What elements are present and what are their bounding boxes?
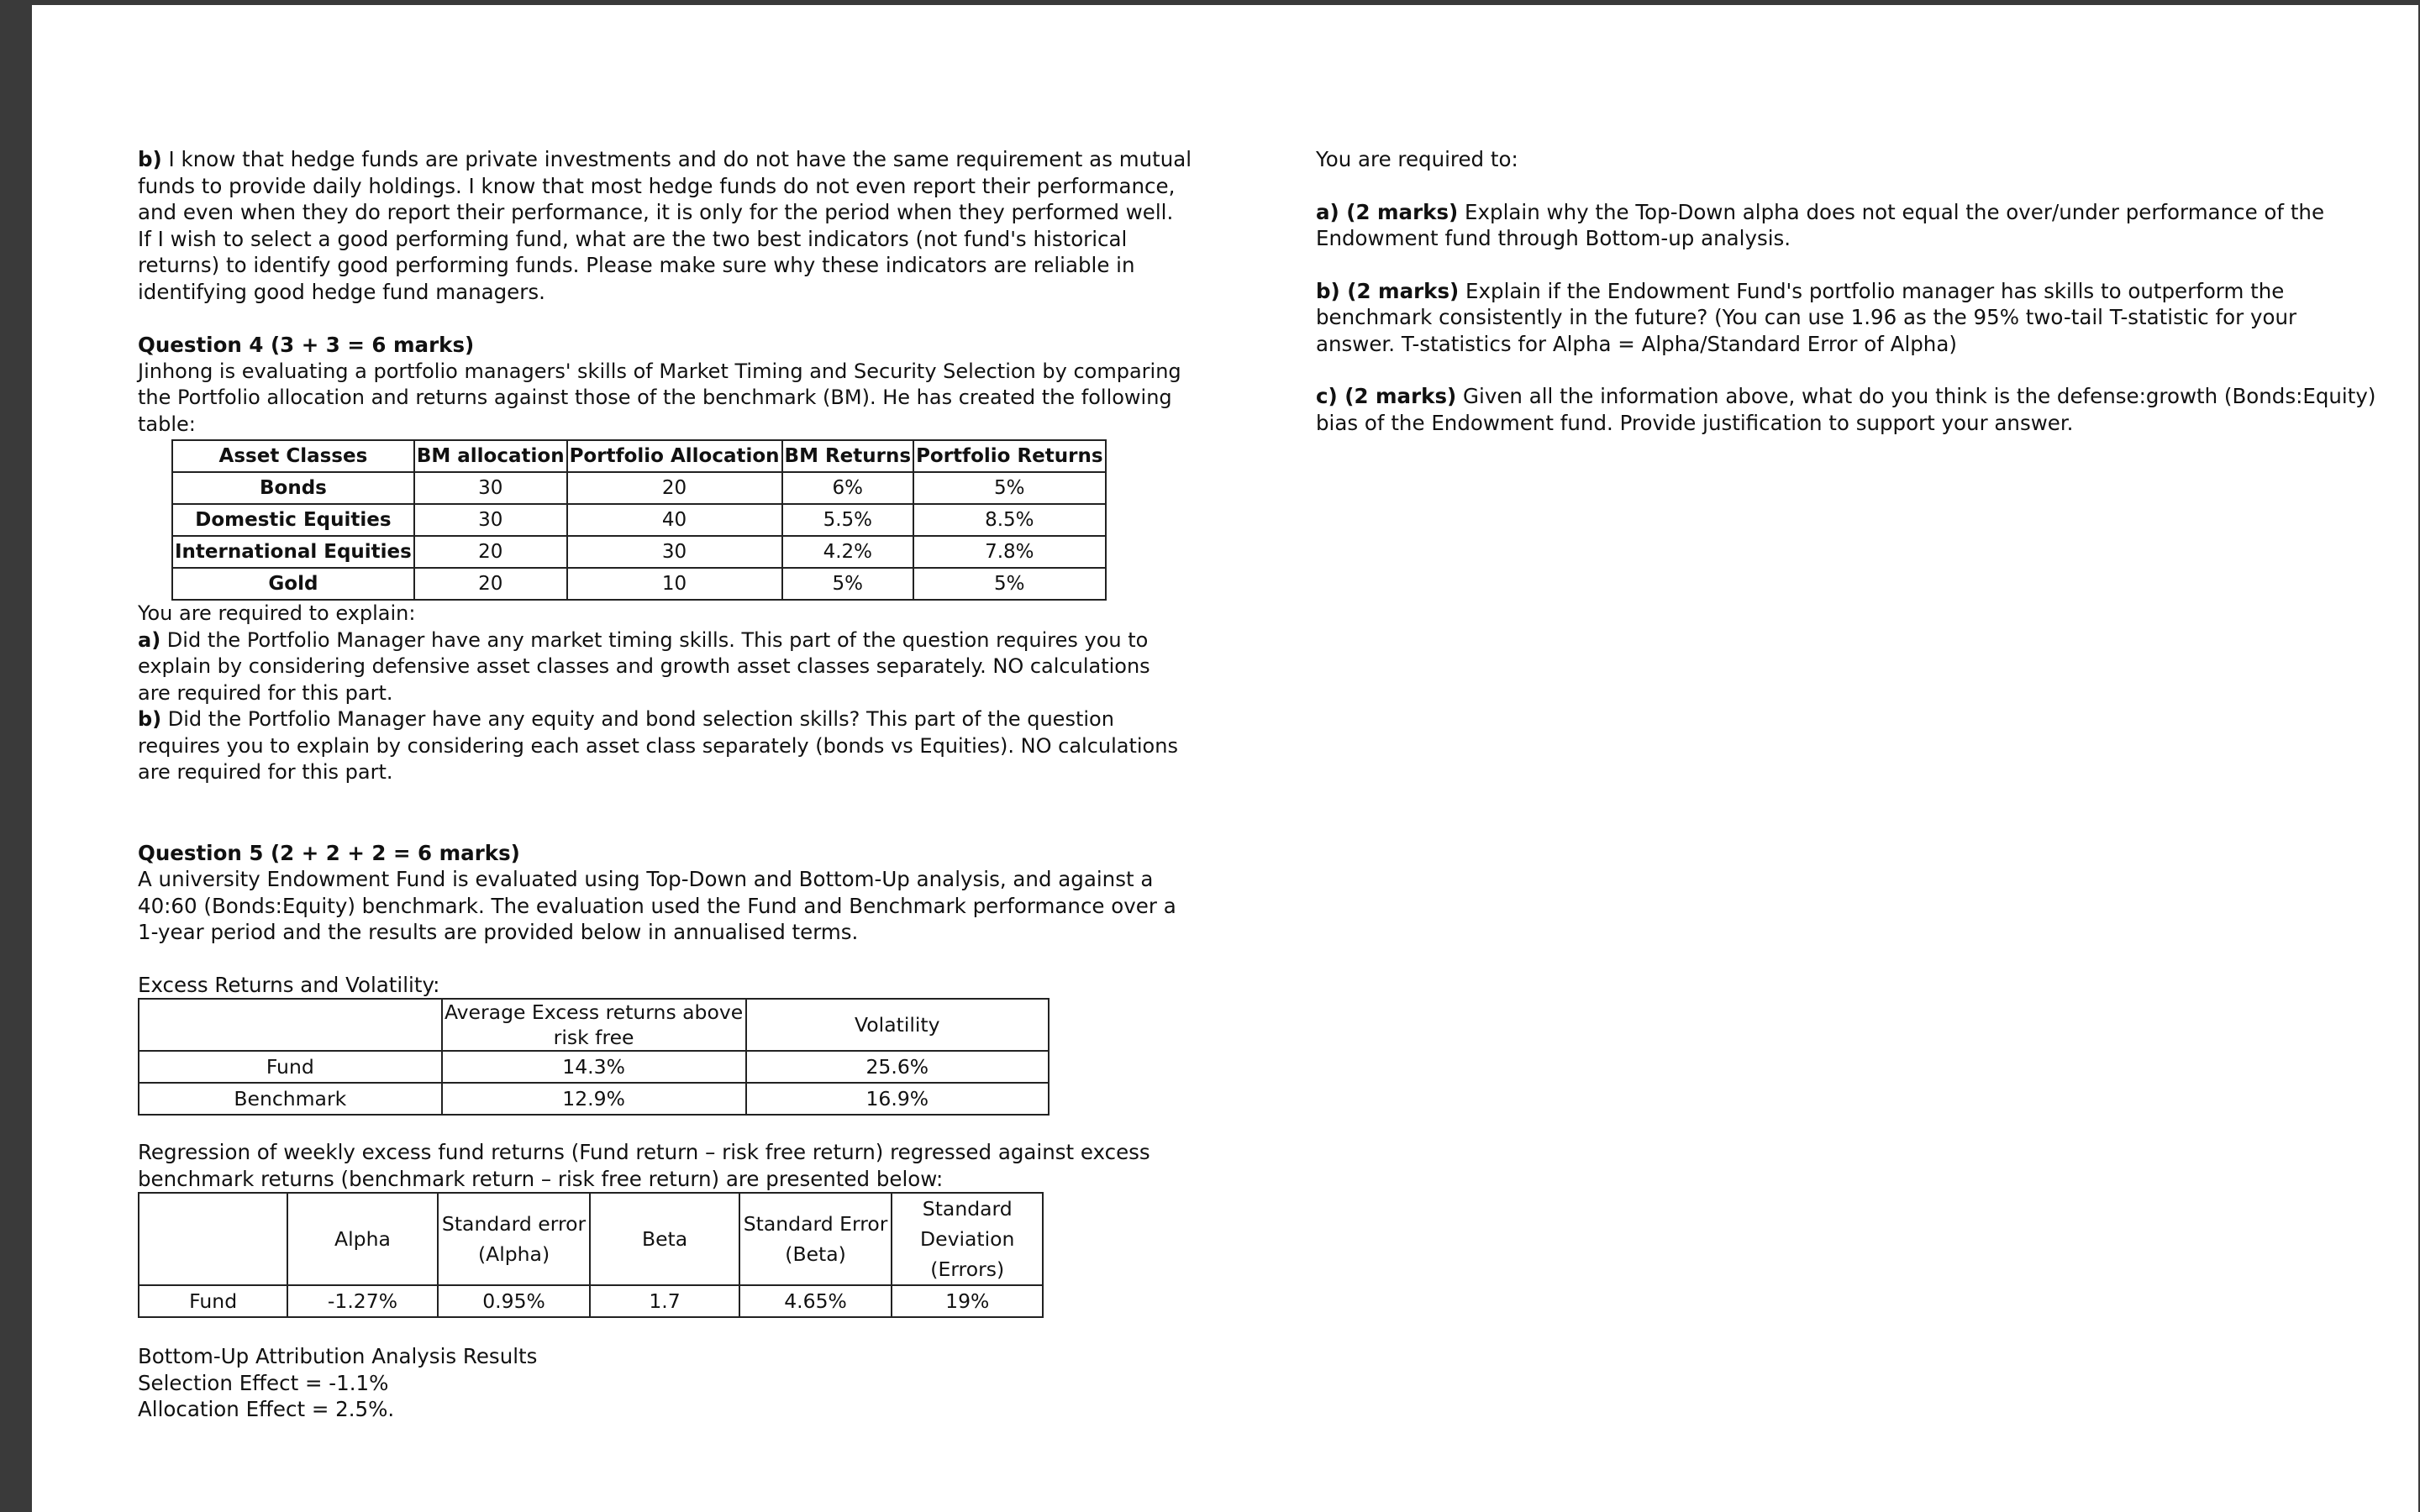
q3b-line: identifying good hedge fund managers. <box>138 279 545 304</box>
table-cell: Fund <box>139 1051 442 1083</box>
allocation-effect: Allocation Effect = 2.5%. <box>138 1397 395 1421</box>
right-a-label: a) (2 marks) <box>1316 199 1459 224</box>
header-line: Standard error <box>441 1212 587 1236</box>
header-line: Standard <box>922 1197 1013 1221</box>
table-cell: 7.8% <box>913 536 1105 568</box>
table-cell: 40 <box>567 504 782 536</box>
table-cell: 0.95% <box>438 1285 591 1317</box>
asset-allocation-table <box>171 439 1107 601</box>
q3b-line: funds to provide daily holdings. I know that most hedge funds do not even report their performance, <box>138 173 1176 198</box>
table-cell: 5% <box>913 568 1105 600</box>
q4-a-label: a) <box>138 627 161 652</box>
document-page <box>32 5 2418 1512</box>
q4-b-line: are required for this part. <box>138 760 393 784</box>
table-cell: 30 <box>567 536 782 568</box>
table-cell: Benchmark <box>139 1083 442 1115</box>
right-a-line: Explain why the Top-Down alpha does not equal the over/under performance of the <box>1458 199 2325 224</box>
table-cell: 25.6% <box>746 1051 1049 1083</box>
table-cell: 5% <box>913 472 1105 504</box>
table-header: Beta <box>590 1193 739 1285</box>
q4-intro-line: Jinhong is evaluating a portfolio managers' skills of Market Timing and Security Selection by comparing <box>138 359 1181 383</box>
table-header: Volatility <box>746 999 1049 1051</box>
header-line: (Alpha) <box>477 1242 550 1266</box>
header-line: Deviation <box>920 1227 1015 1251</box>
table-header <box>739 1193 892 1285</box>
q4-b-line: requires you to explain by considering each asset class separately (bonds vs Equities). NO calculations <box>138 733 1178 758</box>
header-line: (Beta) <box>785 1242 846 1266</box>
table-header: Portfolio Allocation <box>567 440 782 472</box>
table-header <box>139 1193 287 1285</box>
table-cell: 8.5% <box>913 504 1105 536</box>
q3b-line: and even when they do report their performance, it is only for the period when they performed well. <box>138 200 1174 224</box>
table-row <box>172 472 1106 504</box>
q3b-line: I know that hedge funds are private investments and do not have the same requirement as mutual <box>161 147 1192 171</box>
table-header: Portfolio Returns <box>913 440 1105 472</box>
table-cell: 19% <box>892 1285 1043 1317</box>
table-cell: Bonds <box>172 472 414 504</box>
right-part-b <box>1316 278 2324 358</box>
q4-heading-text: Question 4 (3 + 3 = 6 marks) <box>138 333 475 357</box>
q4-a-line: are required for this part. <box>138 680 393 705</box>
q4-required-text: You are required to explain: <box>138 601 416 625</box>
table-header <box>442 999 746 1051</box>
q5-intro-line: A university Endowment Fund is evaluated using Top-Down and Bottom-Up analysis, and against a <box>138 867 1154 891</box>
table-header <box>438 1193 591 1285</box>
right-c-line: bias of the Endowment fund. Provide justification to support your answer. <box>1316 410 2074 435</box>
table-row <box>139 1285 1043 1317</box>
table-cell: 12.9% <box>442 1083 746 1115</box>
left-column <box>138 146 1192 1423</box>
right-column <box>1316 146 2376 436</box>
q5-intro-line: 1-year period and the results are provided below in annualised terms. <box>138 920 859 944</box>
q4-a-line: Did the Portfolio Manager have any market timing skills. This part of the question requires you to <box>160 627 1149 652</box>
bottomup-title: Bottom-Up Attribution Analysis Results <box>138 1344 538 1368</box>
q3b-line: If I wish to select a good performing fund, what are the two best indicators (not fund's historical <box>138 226 1128 251</box>
table-header-row <box>139 1193 1043 1285</box>
table-cell: -1.27% <box>287 1285 437 1317</box>
table-cell: 30 <box>414 472 567 504</box>
q5-intro-line: 40:60 (Bonds:Equity) benchmark. The evaluation used the Fund and Benchmark performance over a <box>138 893 1176 918</box>
table-header <box>892 1193 1043 1285</box>
table-cell: 1.7 <box>590 1285 739 1317</box>
table-header-row <box>139 999 1049 1051</box>
q5-intro <box>138 866 1176 946</box>
right-c-line: Given all the information above, what do you think is the defense:growth (Bonds:Equity) <box>1456 384 2376 408</box>
right-b-label: b) (2 marks) <box>1316 278 1460 303</box>
q3b-line: returns) to identify good performing funds. Please make sure why these indicators are reliable in <box>138 253 1135 277</box>
table-cell: Fund <box>139 1285 287 1317</box>
selection-effect: Selection Effect = -1.1% <box>138 1370 389 1395</box>
table-cell: 4.2% <box>782 536 914 568</box>
table-cell: 20 <box>414 568 567 600</box>
table-header: BM Returns <box>782 440 914 472</box>
table-cell: 20 <box>414 536 567 568</box>
q5-heading <box>138 840 1138 867</box>
table-header: Asset Classes <box>172 440 414 472</box>
q4-heading <box>138 332 1138 359</box>
right-c-label: c) (2 marks) <box>1316 384 1457 408</box>
header-line: Standard Error <box>743 1212 888 1236</box>
q4-a-line: explain by considering defensive asset classes and growth asset classes separately. NO calculations <box>138 654 1150 678</box>
regression-line: benchmark returns (benchmark return – risk free return) are presented below: <box>138 1166 944 1191</box>
table-cell: International Equities <box>172 536 414 568</box>
table-cell: 20 <box>567 472 782 504</box>
q4-intro-line: table: <box>138 412 196 436</box>
right-b-line: Explain if the Endowment Fund's portfolio manager has skills to outperform the <box>1459 278 2285 303</box>
right-b-line: answer. T-statistics for Alpha = Alpha/Standard Error of Alpha) <box>1316 331 1957 356</box>
table-row <box>172 504 1106 536</box>
q4-intro <box>138 359 1181 438</box>
table-cell: Gold <box>172 568 414 600</box>
q3b-paragraph <box>138 146 1192 305</box>
table-header: BM allocation <box>414 440 567 472</box>
table-header: Alpha <box>287 1193 437 1285</box>
table-cell: 16.9% <box>746 1083 1049 1115</box>
table-cell: Domestic Equities <box>172 504 414 536</box>
right-a-line: Endowment fund through Bottom-up analysis. <box>1316 226 1791 250</box>
right-part-c <box>1316 383 2376 436</box>
table-row <box>139 1051 1049 1083</box>
regression-table <box>138 1192 1044 1318</box>
right-required: You are required to: <box>1316 147 1518 171</box>
table-row <box>172 536 1106 568</box>
regression-line: Regression of weekly excess fund returns (Fund return – risk free return) regressed against excess <box>138 1140 1150 1164</box>
bottomup-results <box>138 1343 1138 1423</box>
table-cell: 30 <box>414 504 567 536</box>
q4-b-line: Did the Portfolio Manager have any equity and bond selection skills? This part of the question <box>161 707 1114 731</box>
table-row <box>139 1083 1049 1115</box>
table-cell: 6% <box>782 472 914 504</box>
table-row <box>172 568 1106 600</box>
header-avg-line: risk free <box>553 1026 634 1049</box>
table-header <box>139 999 442 1051</box>
table-header-row <box>172 440 1106 472</box>
q5-heading-text: Question 5 (2 + 2 + 2 = 6 marks) <box>138 840 520 865</box>
table-cell: 5.5% <box>782 504 914 536</box>
q3b-label: b) <box>138 147 162 171</box>
table-cell: 5% <box>782 568 914 600</box>
q4-b-label: b) <box>138 707 162 731</box>
header-avg-line: Average Excess returns above <box>444 1000 744 1024</box>
table-cell: 4.65% <box>739 1285 892 1317</box>
q4-intro-line: the Portfolio allocation and returns against those of the benchmark (BM). He has created the following <box>138 386 1172 409</box>
right-part-a <box>1316 199 2324 252</box>
table-cell: 10 <box>567 568 782 600</box>
table-cell: 14.3% <box>442 1051 746 1083</box>
right-b-line: benchmark consistently in the future? (You can use 1.96 as the 95% two-tail T-statistic for your <box>1316 305 2297 329</box>
excess-returns-table <box>138 998 1050 1116</box>
header-line: (Errors) <box>930 1257 1005 1281</box>
q4-required <box>138 601 1178 786</box>
regression-text <box>138 1139 1150 1192</box>
excess-title: Excess Returns and Volatility: <box>138 972 440 997</box>
